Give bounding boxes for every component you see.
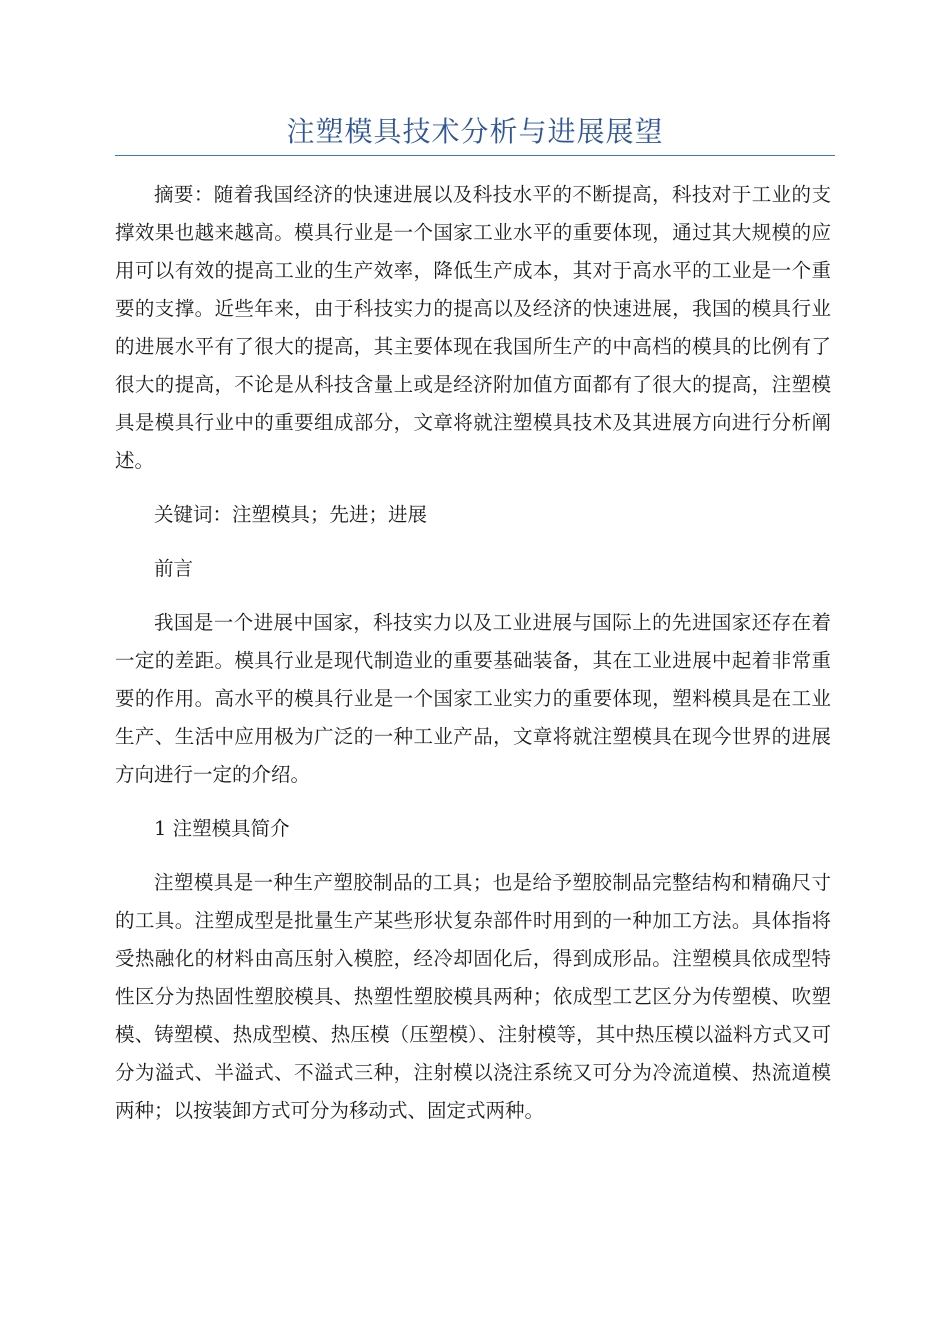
keywords-line: 关键词：注塑模具；先进；进展 — [154, 503, 428, 526]
document-body — [115, 176, 831, 1146]
title-underline — [115, 155, 835, 156]
preface-paragraph: 我国是一个进展中国家，科技实力以及工业进展与国际上的先进国家还存在着一定的差距。模具行业是现代制造业的重要基础装备，其在工业进展中起着非常重要的作用。高水平的模具行业是一个国家工业实力的重要体现，塑料模具是在工业生产、生活中应用极为广泛的一种工业产品，文章将就注塑模具在现今世界的进展方向进行一定的介绍。 — [115, 611, 831, 786]
abstract-paragraph: 摘要：随着我国经济的快速进展以及科技水平的不断提高，科技对于工业的支撑效果也越来越高。模具行业是一个国家工业水平的重要体现，通过其大规模的应用可以有效的提高工业的生产效率，降低生产成本，其对于高水平的工业是一个重要的支撑。近些年来，由于科技实力的提高以及经济的快速进展，我国的模具行业的进展水平有了很大的提高，其主要体现在我国所生产的中高档的模具的比例有了很大的提高，不论是从科技含量上或是经济附加值方面都有了很大的提高，注塑模具是模具行业中的重要组成部分，文章将就注塑模具技术及其进展方向进行分析阐述。 — [115, 183, 831, 472]
section-1-heading: 1 注塑模具简介 — [154, 817, 290, 840]
preface-heading: 前言 — [154, 557, 194, 580]
document-title: 注塑模具技术分析与进展展望 — [286, 115, 664, 148]
section-1-paragraph: 注塑模具是一种生产塑胶制品的工具；也是给予塑胶制品完整结构和精确尺寸的工具。注塑成型是批量生产某些形状复杂部件时用到的一种加工方法。具体指将受热融化的材料由高压射入模腔，经冷却固化后，得到成形品。注塑模具依成型特性区分为热固性塑胶模具、热塑性塑胶模具两种；依成型工艺区分为传塑模、吹塑模、铸塑模、热成型模、热压模（压塑模）、注射模等，其中热压模以溢料方式又可分为溢式、半溢式、不溢式三种，注射模以浇注系统又可分为冷流道模、热流道模两种；以按装卸方式可分为移动式、固定式两种。 — [115, 871, 831, 1122]
